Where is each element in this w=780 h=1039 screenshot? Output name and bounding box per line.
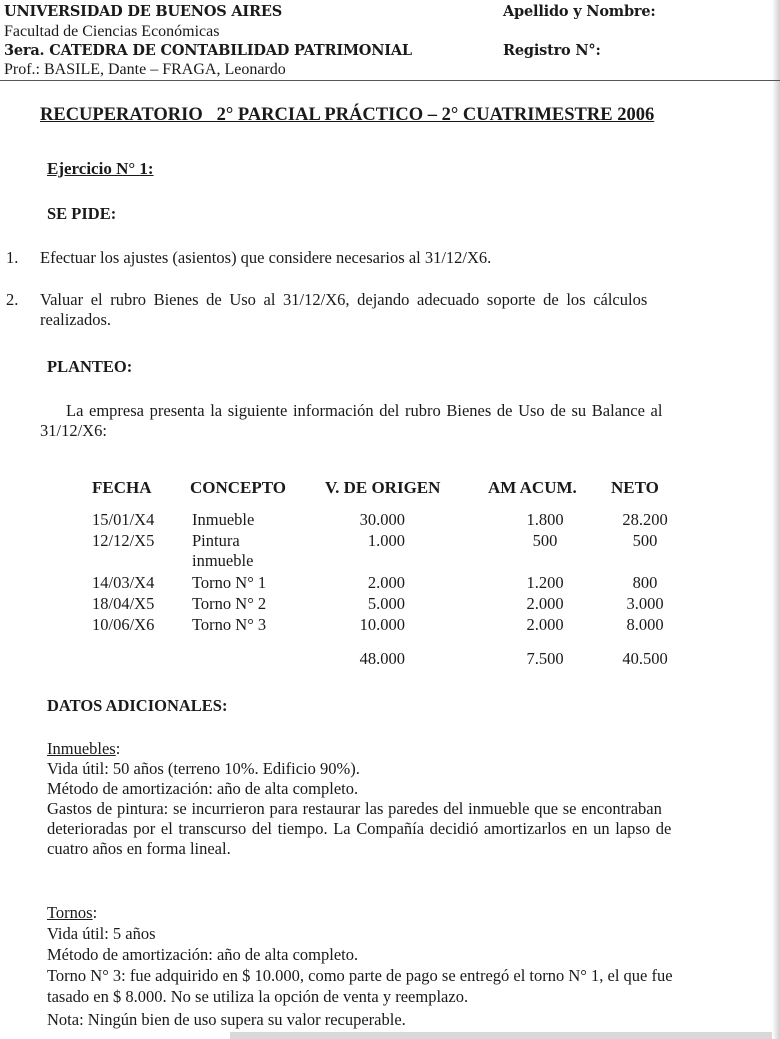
column-header-am-acum: AM ACUM. (488, 478, 577, 497)
tornos-line: Vida útil: 5 años (47, 924, 156, 943)
cell-neto: 500 (632, 531, 658, 550)
intro-text: La empresa presenta la siguiente información del rubro Bienes de Uso de su Balance al (66, 401, 663, 420)
cell-concepto-continued: inmueble (192, 551, 254, 570)
tornos-line: Torno N° 3: fue adquirido en $ 10.000, como parte de pago se entregó el torno N° 1, el que fue (47, 966, 673, 985)
chair-name: 3era. CATEDRA DE CONTABILIDAD PATRIMONIAL (4, 42, 412, 59)
cell-neto: 800 (632, 573, 658, 592)
cell-fecha: 15/01/X4 (92, 510, 155, 529)
inmuebles-line: Vida útil: 50 años (terreno 10%. Edificio 90%). (47, 759, 360, 778)
cell-neto: 8.000 (626, 615, 664, 634)
cell-concepto: Inmueble (192, 510, 255, 529)
column-header-concepto: CONCEPTO (190, 478, 287, 497)
cell-am: 500 (532, 531, 558, 550)
cell-origen: 10.000 (359, 615, 405, 634)
tornos-heading (47, 903, 97, 923)
inmuebles-title: Inmuebles (47, 739, 116, 758)
cell-neto: 3.000 (626, 594, 664, 613)
professors: Prof.: BASILE, Dante – FRAGA, Leonardo (4, 61, 286, 78)
header-divider (0, 80, 780, 81)
cell-am: 2.000 (526, 594, 564, 613)
name-label: Apellido y Nombre: (503, 3, 656, 20)
scan-edge (772, 0, 780, 1039)
cell-am: 1.800 (526, 510, 564, 529)
cell-origen: 1.000 (367, 531, 405, 550)
cell-am: 1.200 (526, 573, 564, 592)
tornos-line: Método de amortización: año de alta completo. (47, 945, 359, 964)
page-title: RECUPERATORIO 2° PARCIAL PRÁCTICO – 2° CUATRIMESTRE 2006 (40, 105, 655, 125)
scan-shadow (230, 1032, 780, 1039)
tornos-line: tasado en $ 8.000. No se utiliza la opción de venta y reemplazo. (47, 987, 469, 1006)
datos-heading: DATOS ADICIONALES: (47, 696, 228, 715)
inmuebles-line: deterioradas por el transcurso del tiempo. La Compañía decidió amortizarlos en un lapso de (47, 819, 672, 838)
cell-fecha: 12/12/X5 (92, 531, 155, 550)
task-number: 2. (6, 290, 19, 309)
cell-concepto: Pintura (192, 531, 240, 550)
task-text: Efectuar los ajustes (asientos) que considere necesarios al 31/12/X6. (40, 248, 492, 267)
column-header-neto: NETO (611, 478, 659, 497)
university-name: UNIVERSIDAD DE BUENOS AIRES (4, 3, 282, 20)
tornos-title: Tornos (47, 903, 93, 922)
faculty-name: Facultad de Ciencias Económicas (4, 23, 220, 40)
cell-am: 2.000 (526, 615, 564, 634)
task-text-continued: realizados. (40, 310, 112, 329)
inmuebles-line: Gastos de pintura: se incurrieron para restaurar las paredes del inmueble que se encontraban (47, 799, 662, 818)
total-origen: 48.000 (359, 649, 405, 668)
cell-concepto: Torno N° 1 (192, 573, 267, 592)
cell-origen: 5.000 (367, 594, 405, 613)
inmuebles-line: Método de amortización: año de alta completo. (47, 779, 359, 798)
colon: : (115, 739, 121, 758)
cell-fecha: 14/03/X4 (92, 573, 155, 592)
registry-label: Registro N°: (503, 42, 601, 59)
column-header-fecha: FECHA (92, 478, 152, 497)
intro-text-continued: 31/12/X6: (40, 421, 107, 440)
se-pide-heading: SE PIDE: (47, 204, 117, 223)
cell-origen: 2.000 (367, 573, 405, 592)
cell-neto: 28.200 (622, 510, 668, 529)
exercise-heading: Ejercicio N° 1: (47, 159, 154, 178)
note-text: Nota: Ningún bien de uso supera su valor recuperable. (47, 1010, 406, 1029)
cell-origen: 30.000 (359, 510, 405, 529)
column-header-origen: V. DE ORIGEN (325, 478, 441, 497)
planteo-heading: PLANTEO: (47, 357, 133, 376)
task-number: 1. (6, 248, 19, 267)
colon: : (92, 903, 98, 922)
inmuebles-line: cuatro años en forma lineal. (47, 839, 231, 858)
cell-concepto: Torno N° 3 (192, 615, 267, 634)
task-text: Valuar el rubro Bienes de Uso al 31/12/X6, dejando adecuado soporte de los cálculos (40, 290, 648, 309)
total-neto: 40.500 (622, 649, 668, 668)
cell-concepto: Torno N° 2 (192, 594, 267, 613)
cell-fecha: 10/06/X6 (92, 615, 155, 634)
inmuebles-heading (47, 739, 120, 759)
total-am: 7.500 (526, 649, 564, 668)
cell-fecha: 18/04/X5 (92, 594, 155, 613)
